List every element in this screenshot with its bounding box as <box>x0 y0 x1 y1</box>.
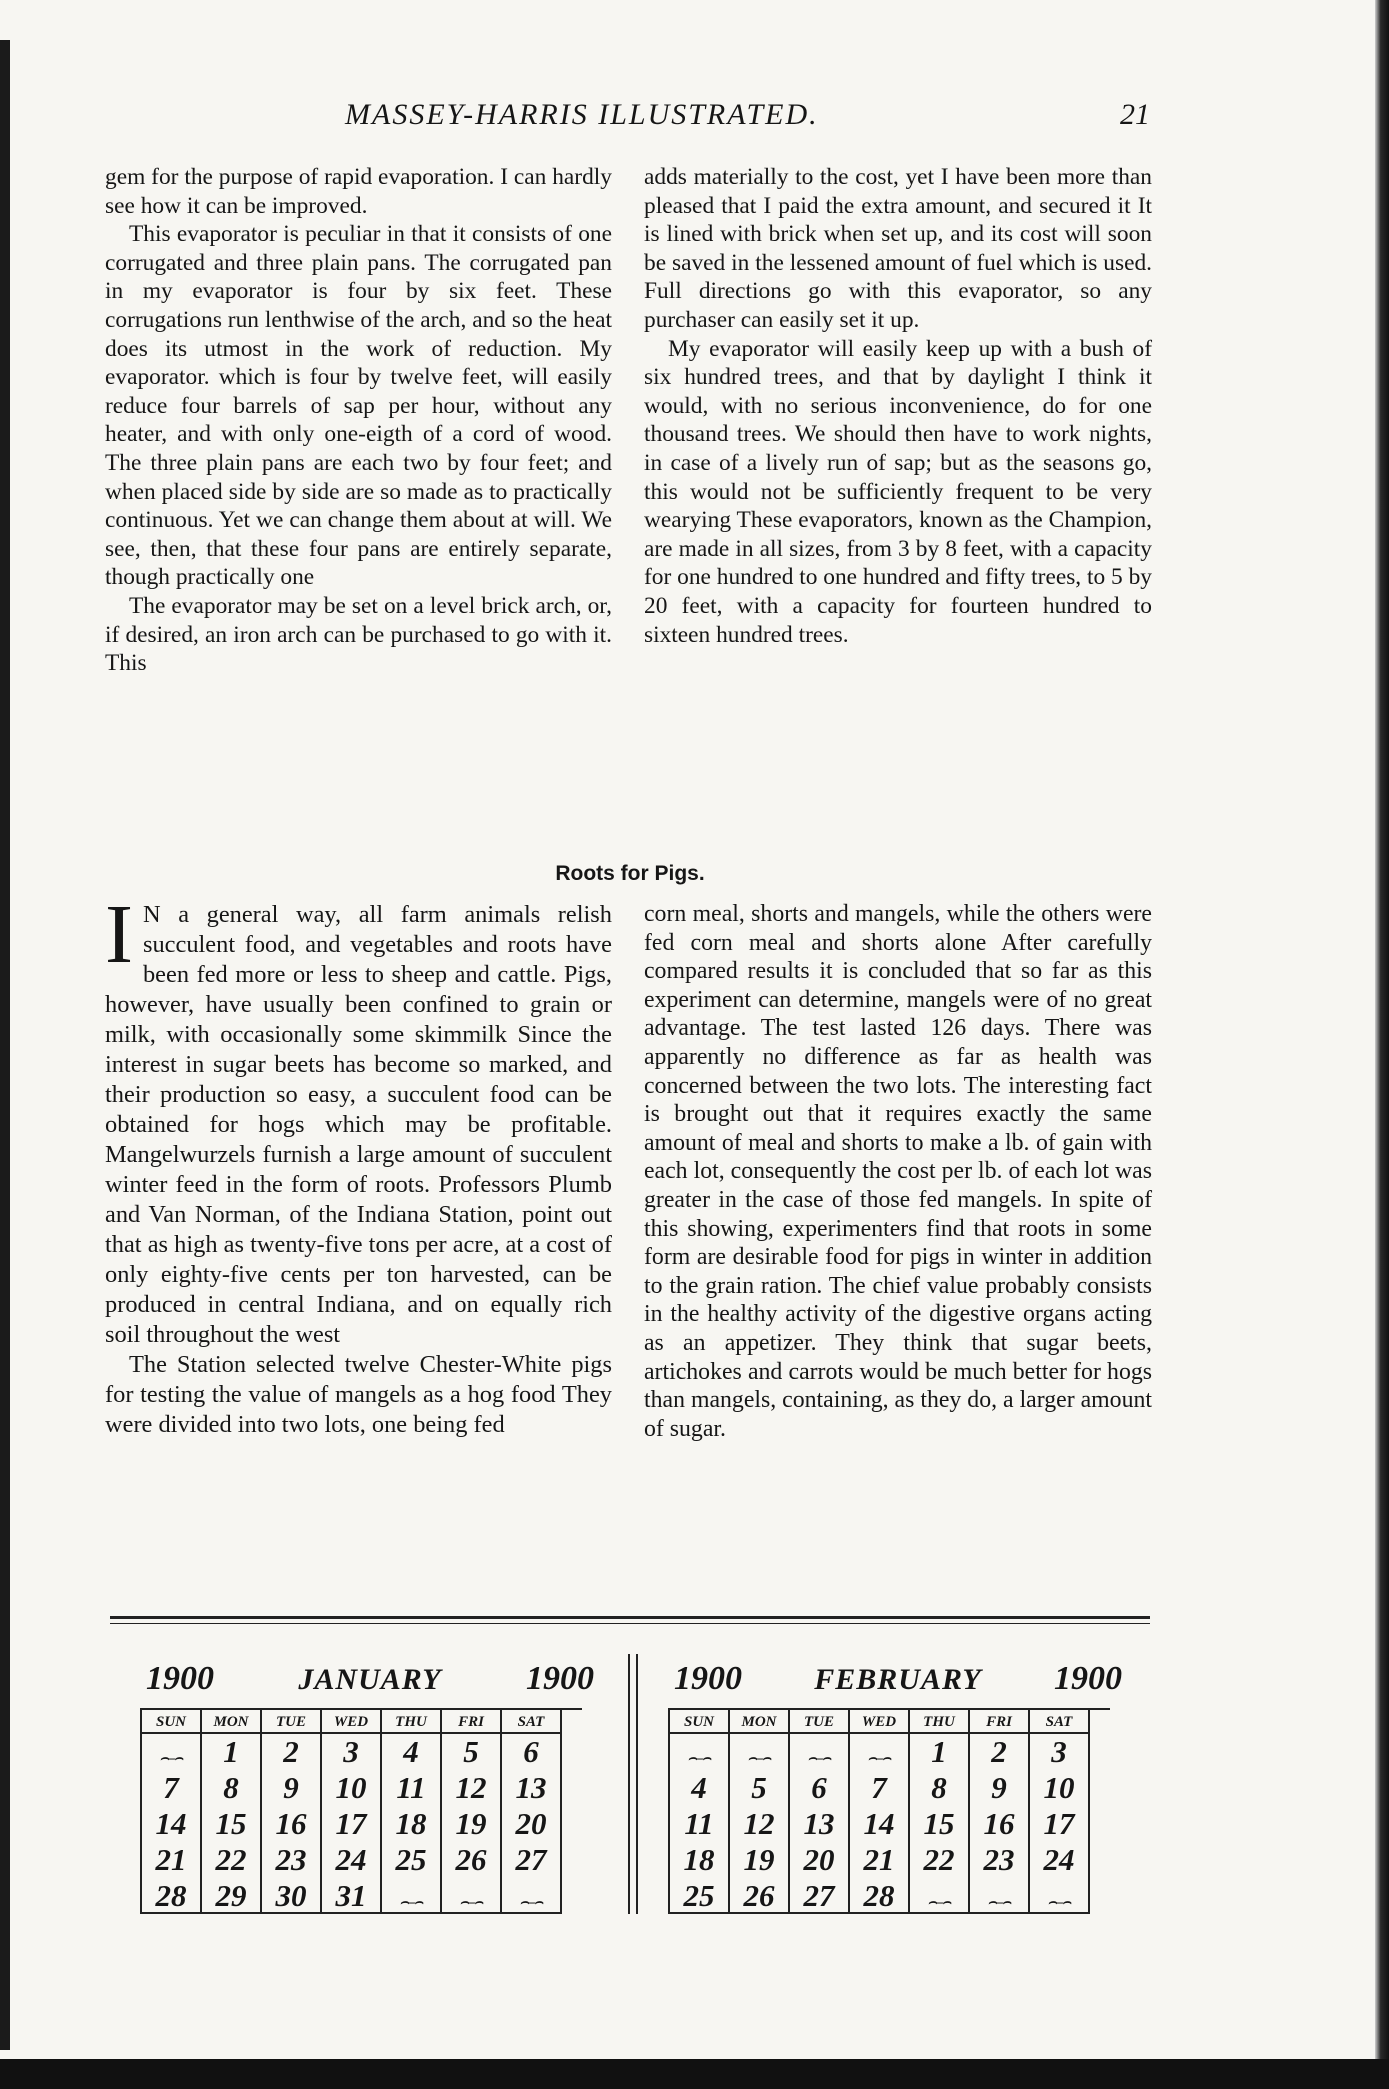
calendar-date: 8 <box>910 1770 970 1806</box>
calendar-date: 21 <box>142 1842 202 1878</box>
calendar-date <box>850 1734 910 1770</box>
calendar-header <box>668 1660 1128 1708</box>
calendar-date: 14 <box>850 1806 910 1842</box>
calendar-date: 15 <box>910 1806 970 1842</box>
calendar-dayname: MON <box>202 1710 262 1734</box>
paragraph <box>644 163 1152 335</box>
calendar-divider <box>628 1654 638 1914</box>
calendar-week-row <box>670 1770 1110 1806</box>
calendar-date: 25 <box>382 1842 442 1878</box>
magazine-title: MASSEY-HARRIS ILLUSTRATED. <box>345 98 819 131</box>
calendar-grid <box>140 1708 582 1914</box>
calendar-date: 4 <box>382 1734 442 1770</box>
calendar-date: 20 <box>790 1842 850 1878</box>
blank-date-ornament: ⌢–⌢ <box>459 1895 483 1910</box>
calendar-date: 21 <box>850 1842 910 1878</box>
calendar-date: 17 <box>322 1806 382 1842</box>
paragraph <box>644 900 1152 1443</box>
drop-cap: I <box>105 888 133 981</box>
calendar-dayname: THU <box>910 1710 970 1734</box>
calendar-date <box>670 1734 730 1770</box>
calendar-date: 8 <box>202 1770 262 1806</box>
calendar-date: 15 <box>202 1806 262 1842</box>
calendar-date: 5 <box>442 1734 502 1770</box>
calendar-month: FEBRUARY <box>814 1663 982 1696</box>
calendar-date: 5 <box>730 1770 790 1806</box>
calendar-date: 19 <box>730 1842 790 1878</box>
calendar-date: 1 <box>202 1734 262 1770</box>
calendar-date: 12 <box>730 1806 790 1842</box>
blank-date-ornament: ⌢–⌢ <box>807 1751 831 1766</box>
calendar-date: 27 <box>790 1878 850 1914</box>
calendar-date <box>382 1878 442 1914</box>
calendar-dayname-row <box>670 1710 1110 1734</box>
column-top-right <box>644 163 1152 649</box>
calendar-grid <box>668 1708 1110 1914</box>
calendar-week-row <box>142 1770 582 1806</box>
calendar-year-left: 1900 <box>146 1660 214 1697</box>
blank-date-ornament: ⌢–⌢ <box>687 1751 711 1766</box>
blank-date-ornament: ⌢–⌢ <box>519 1895 543 1910</box>
calendar-date: 4 <box>670 1770 730 1806</box>
calendar-date: 11 <box>670 1806 730 1842</box>
page-number: 21 <box>1120 98 1150 131</box>
calendar-date: 22 <box>202 1842 262 1878</box>
paragraph <box>105 592 612 678</box>
scan-edge-left <box>0 40 10 2050</box>
calendar-date: 20 <box>502 1806 562 1842</box>
calendar-year-left: 1900 <box>674 1660 742 1697</box>
calendar-date: 2 <box>262 1734 322 1770</box>
calendar-dayname: SAT <box>1030 1710 1090 1734</box>
paragraph-text: This evaporator is peculiar in that it consists of one corrugated and three plain pans. The corrugated pan in my evaporator is four by six feet. These corrugations run lenthwise of the arch, and so the heat does its utmost in the work of reduction. My evaporator. which is four by twelve feet, will easily reduce four barrels of sap per hour, without any heater, and with only one-eigth of a cord of wood. The three plain pans are each two by four feet; and when placed side by side are so made as to practically continuous. Yet we can change them about at will. We see, then, that these four pans are entirely separate, though practically one <box>105 221 612 591</box>
calendar-date: 7 <box>142 1770 202 1806</box>
calendar-date: 6 <box>502 1734 562 1770</box>
paragraph-text: N a general way, all farm animals relish succulent food, and vegetables and roots have been fed more or less to sheep and cattle. Pigs, however, have usually been confined to grain or milk, with occasionally some skimmilk Since the interest in sugar beets has become so marked, and their production so easy, a succulent food can be obtained for hogs which may be profitable. Mangelwurzels furnish a large amount of succulent winter feed in the form of roots. Professors Plumb and Van Norman, of the Indiana Station, point out that as high as twenty-five tons per acre, at a cost of only eighty-five cents per ton harvested, can be produced in central Indiana, and on equally rich soil throughout the west <box>105 901 612 1348</box>
calendar-year-right: 1900 <box>1053 1660 1122 1697</box>
calendar-date: 31 <box>322 1878 382 1914</box>
calendar-date: 23 <box>262 1842 322 1878</box>
calendar-date <box>910 1878 970 1914</box>
paragraph <box>644 335 1152 650</box>
calendar-date <box>790 1734 850 1770</box>
calendar-dayname-row <box>142 1710 582 1734</box>
calendar-year-right: 1900 <box>526 1660 594 1697</box>
calendar-date: 13 <box>502 1770 562 1806</box>
calendar-week-row <box>142 1842 582 1878</box>
calendar-dayname: FRI <box>442 1710 502 1734</box>
calendar-date: 9 <box>262 1770 322 1806</box>
calendar-date: 14 <box>142 1806 202 1842</box>
paragraph <box>105 220 612 592</box>
calendar-date: 17 <box>1030 1806 1090 1842</box>
calendar-date: 24 <box>322 1842 382 1878</box>
calendar-date: 25 <box>670 1878 730 1914</box>
calendar-february <box>668 1660 1128 1914</box>
calendar-header <box>140 1660 600 1708</box>
calendar-date: 26 <box>730 1878 790 1914</box>
blank-date-ornament: ⌢–⌢ <box>927 1895 951 1910</box>
calendar-date: 6 <box>790 1770 850 1806</box>
calendar-date: 1 <box>910 1734 970 1770</box>
calendar-dayname: WED <box>322 1710 382 1734</box>
running-head <box>110 98 1150 138</box>
calendar-date: 2 <box>970 1734 1030 1770</box>
calendar-date: 27 <box>502 1842 562 1878</box>
blank-date-ornament: ⌢–⌢ <box>1047 1895 1071 1910</box>
blank-date-ornament: ⌢–⌢ <box>159 1751 183 1766</box>
calendar-january <box>140 1660 600 1914</box>
calendar-week-row <box>670 1878 1110 1914</box>
blank-date-ornament: ⌢–⌢ <box>747 1751 771 1766</box>
calendar-date: 11 <box>382 1770 442 1806</box>
calendar-date: 28 <box>850 1878 910 1914</box>
blank-date-ornament: ⌢–⌢ <box>987 1895 1011 1910</box>
blank-date-ornament: ⌢–⌢ <box>399 1895 423 1910</box>
calendar-dayname: WED <box>850 1710 910 1734</box>
calendar-top-rule <box>110 1616 1150 1624</box>
column-top-left <box>105 163 612 678</box>
scan-edge-bottom <box>0 2059 1389 2089</box>
paragraph-text: My evaporator will easily keep up with a bush of six hundred trees, and that by daylight I think it would, with no serious inconvenience, do for one thousand trees. We should then have to work nights, in case of a lively run of sap; but as the seasons go, this would not be sufficiently frequent to be very wearying These evaporators, known as the Champion, are made in all sizes, from 3 by 8 feet, with a capacity for one hundred to one hundred and fifty trees, to 5 by 20 feet, with a capacity for fourteen hundred to sixteen hundred trees. <box>644 335 1152 648</box>
calendar-date: 19 <box>442 1806 502 1842</box>
calendar-date <box>142 1734 202 1770</box>
calendar-week-row <box>142 1806 582 1842</box>
paragraph-text: corn meal, shorts and mangels, while the others were fed corn meal and shorts alone After carefully compared results it is concluded that so far as this experiment can determine, mangels were of no great advantage. The test lasted 126 days. There was apparently no difference as far as health was concerned between the two lots. The interesting fact is brought out that it requires exactly the same amount of meal and shorts to make a lb. of gain with each lot, consequently the cost per lb. of each lot was greater in the case of those fed mangels. In spite of this showing, experimenters find that roots in some form are desirable food for pigs in winter in addition to the grain ration. The chief value probably consists in the healthy activity of the digestive organs acting as an appetizer. They think that sugar beets, artichokes and carrots would be much better for hogs than mangels, containing, as they do, a larger amount of sugar. <box>644 901 1152 1442</box>
calendar-date <box>730 1734 790 1770</box>
calendar-date: 30 <box>262 1878 322 1914</box>
calendar-dayname: TUE <box>790 1710 850 1734</box>
calendar-date: 23 <box>970 1842 1030 1878</box>
calendar-date <box>1030 1878 1090 1914</box>
section-title: Roots for Pigs. <box>555 862 705 885</box>
calendar-date: 10 <box>322 1770 382 1806</box>
column-bottom-left <box>105 888 612 1440</box>
blank-date-ornament: ⌢–⌢ <box>867 1751 891 1766</box>
paragraph-text: gem for the purpose of rapid evaporation. I can hardly see how it can be improved. <box>105 164 612 219</box>
scan-edge-right <box>1375 0 1389 2089</box>
calendar-date: 24 <box>1030 1842 1090 1878</box>
paragraph <box>105 1350 612 1440</box>
paragraph <box>105 888 612 1350</box>
calendar-dayname: MON <box>730 1710 790 1734</box>
calendar-week-row <box>670 1806 1110 1842</box>
paragraph-text: adds materially to the cost, yet I have been more than pleased that I paid the extra amount, and secured it It is lined with brick when set up, and its cost will soon be saved in the lessened amount of fuel which is used. Full directions go with this evaporator, so any purchaser can easily set it up. <box>644 164 1152 333</box>
calendar-date: 12 <box>442 1770 502 1806</box>
column-bottom-right <box>644 900 1152 1443</box>
calendar-date: 3 <box>1030 1734 1090 1770</box>
calendar-date: 18 <box>670 1842 730 1878</box>
calendar-date: 16 <box>970 1806 1030 1842</box>
calendar-date: 9 <box>970 1770 1030 1806</box>
calendar-date: 10 <box>1030 1770 1090 1806</box>
calendar-week-row <box>142 1734 582 1770</box>
calendar-date: 26 <box>442 1842 502 1878</box>
calendar-date: 7 <box>850 1770 910 1806</box>
calendar-date: 18 <box>382 1806 442 1842</box>
calendar-date: 16 <box>262 1806 322 1842</box>
calendar-date: 29 <box>202 1878 262 1914</box>
calendar-dayname: TUE <box>262 1710 322 1734</box>
calendar-month: JANUARY <box>298 1663 442 1696</box>
calendar-dayname: THU <box>382 1710 442 1734</box>
paragraph-text: The Station selected twelve Chester-White pigs for testing the value of mangels as a hog food They were divided into two lots, one being fed <box>105 1351 612 1438</box>
calendar-date <box>970 1878 1030 1914</box>
calendar-date: 28 <box>142 1878 202 1914</box>
calendar-week-row <box>670 1734 1110 1770</box>
calendar-date <box>502 1878 562 1914</box>
calendar-dayname: SAT <box>502 1710 562 1734</box>
calendar-date <box>442 1878 502 1914</box>
calendar-date: 22 <box>910 1842 970 1878</box>
calendar-dayname: SUN <box>142 1710 202 1734</box>
paragraph-text: The evaporator may be set on a level brick arch, or, if desired, an iron arch can be purchased to go with it. This <box>105 592 612 677</box>
calendar-date: 13 <box>790 1806 850 1842</box>
calendar-date: 3 <box>322 1734 382 1770</box>
calendar-dayname: FRI <box>970 1710 1030 1734</box>
paragraph <box>105 163 612 220</box>
calendar-week-row <box>670 1842 1110 1878</box>
calendar-dayname: SUN <box>670 1710 730 1734</box>
calendar-week-row <box>142 1878 582 1914</box>
